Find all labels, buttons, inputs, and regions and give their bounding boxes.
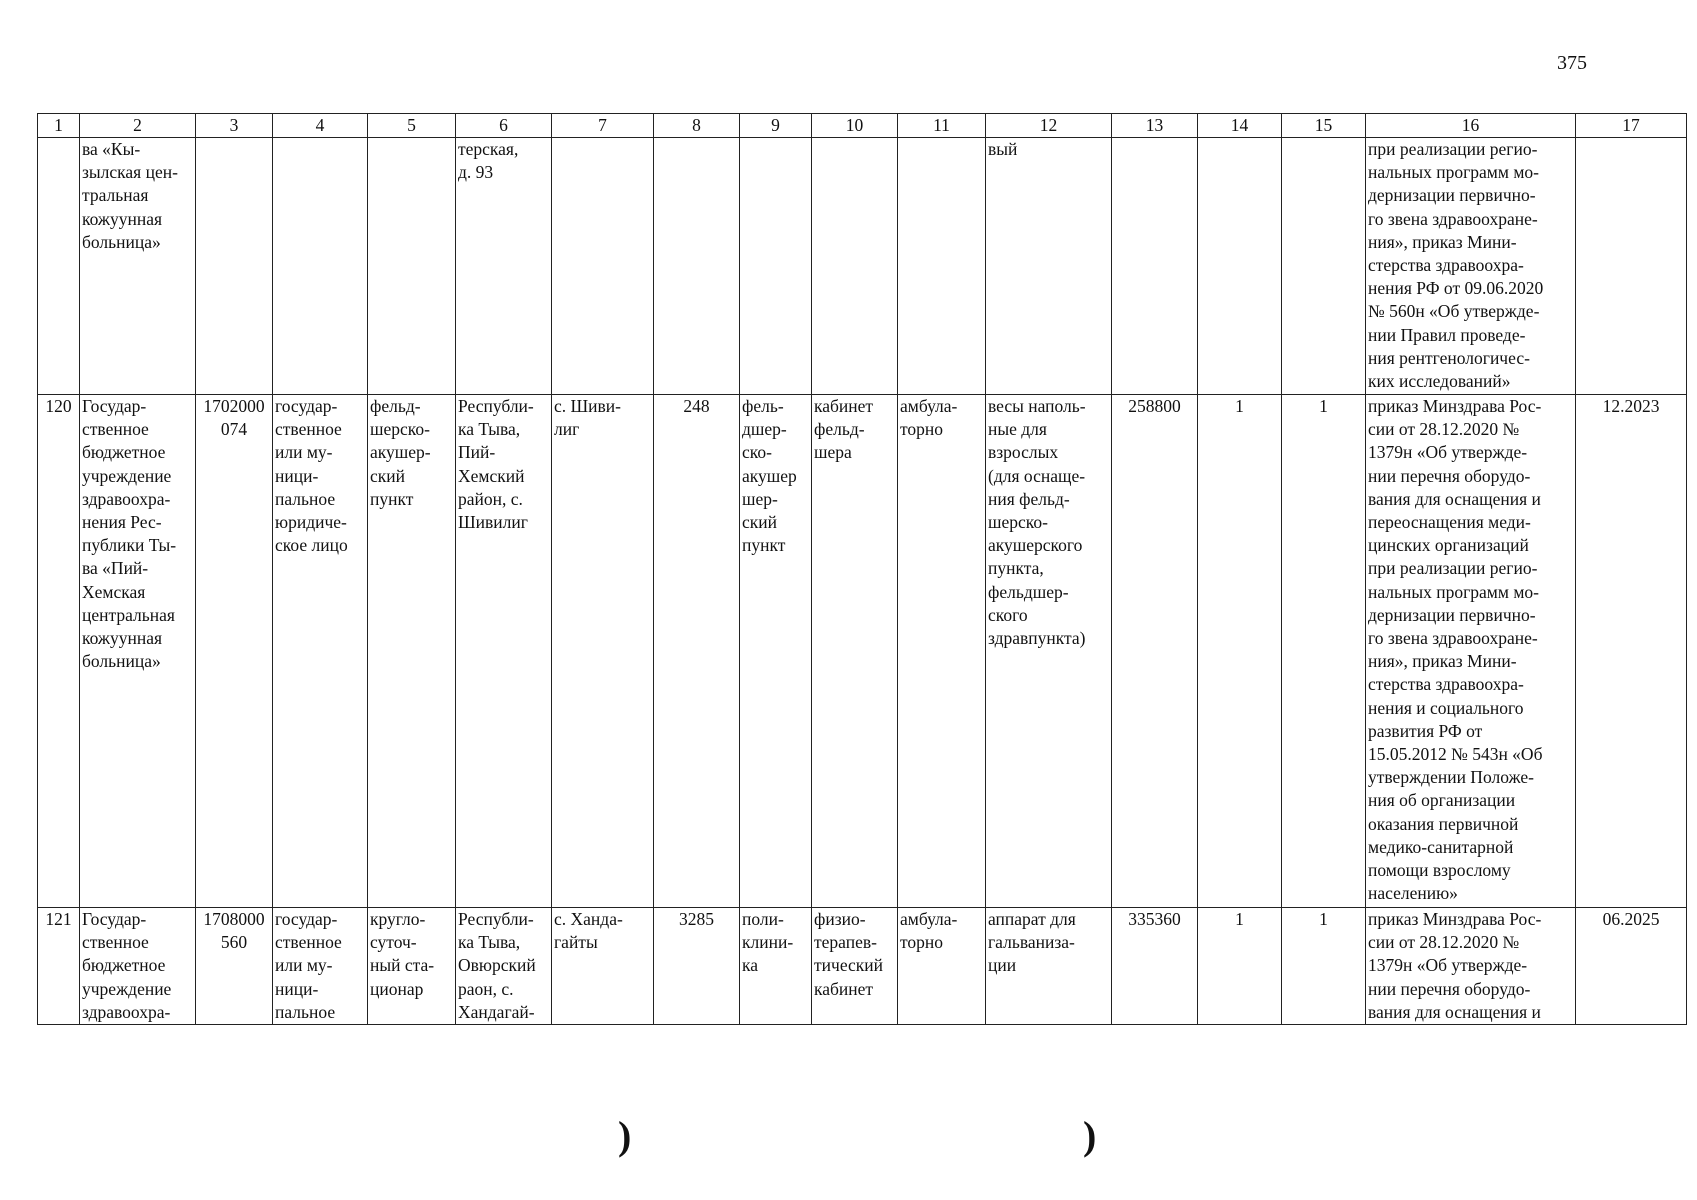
table-cell: 12.2023	[1576, 395, 1687, 908]
table-cell: фельд- шерско- акушер- ский пункт	[368, 395, 456, 908]
table-cell: 1708000 560	[196, 908, 273, 1025]
table-cell: 258800	[1112, 395, 1198, 908]
table-cell: Республи- ка Тыва, Пий- Хемский район, с. Шивилиг	[456, 395, 552, 908]
table-cell	[654, 138, 740, 395]
table-cell	[740, 138, 812, 395]
column-header: 2	[80, 114, 196, 138]
column-header: 1	[38, 114, 80, 138]
table-cell	[552, 138, 654, 395]
page-number: 375	[1557, 52, 1587, 74]
table-cell	[1282, 138, 1366, 395]
table-cell: кабинет фельд- шера	[812, 395, 898, 908]
table-cell: 1	[1198, 395, 1282, 908]
table-cell: Государ- ственное бюджетное учреждение здравоохра- нения Рес- публики Ты- ва «Пий- Хемская центральная кожуунная больница»	[80, 395, 196, 908]
table-cell: 248	[654, 395, 740, 908]
table-cell	[898, 138, 986, 395]
table-cell	[196, 138, 273, 395]
column-header: 12	[986, 114, 1112, 138]
table-cell: 121	[38, 908, 80, 1025]
column-header: 8	[654, 114, 740, 138]
column-header: 4	[273, 114, 368, 138]
table-cell	[273, 138, 368, 395]
table-cell: государ- ственное или му- ници- пальное юридиче- ское лицо	[273, 395, 368, 908]
column-header: 6	[456, 114, 552, 138]
table-cell: приказ Минздрава Рос- сии от 28.12.2020 № 1379н «Об утвержде- нии перечня оборудо- вания для оснащения и переоснащения меди- цинских организаций при реализации регио- нальных программ мо- дернизации первично- го звена здравоохране- ния», приказ Мини- стерства здравоохра- нения и социального развития РФ от 15.05.2012 № 543н «Об утверждении Положе- ния об организации оказания первичной медико-санитарной помощи взрослому населению»	[1366, 395, 1576, 908]
column-header: 13	[1112, 114, 1198, 138]
table-row	[38, 908, 1687, 1025]
table-cell: аппарат для гальваниза- ции	[986, 908, 1112, 1025]
column-header: 7	[552, 114, 654, 138]
table-cell: терская, д. 93	[456, 138, 552, 395]
table-cell	[1112, 138, 1198, 395]
table-cell	[1198, 138, 1282, 395]
column-header: 11	[898, 114, 986, 138]
table-cell	[38, 138, 80, 395]
table-cell: весы наполь- ные для взрослых (для оснаще- ния фельд- шерско- акушерского пункта, фельдшер- ского здравпункта)	[986, 395, 1112, 908]
column-header: 15	[1282, 114, 1366, 138]
table-cell: с. Шиви- лиг	[552, 395, 654, 908]
table-cell: 06.2025	[1576, 908, 1687, 1025]
table-cell: фель- дшер- ско- акушер шер- ский пункт	[740, 395, 812, 908]
table-cell	[812, 138, 898, 395]
table-cell	[368, 138, 456, 395]
table-cell: Республи- ка Тыва, Овюрский раон, с. Хандагай-	[456, 908, 552, 1025]
table-cell: 1	[1198, 908, 1282, 1025]
table-cell: 120	[38, 395, 80, 908]
table-cell: 3285	[654, 908, 740, 1025]
table-cell: государ- ственное или му- ници- пальное	[273, 908, 368, 1025]
margin-mark: )	[618, 1113, 632, 1158]
table-row	[38, 138, 1687, 395]
table-cell: Государ- ственное бюджетное учреждение здравоохра-	[80, 908, 196, 1025]
table-cell	[1576, 138, 1687, 395]
table-cell: 335360	[1112, 908, 1198, 1025]
table-cell: 1	[1282, 395, 1366, 908]
table-cell: с. Ханда- гайты	[552, 908, 654, 1025]
table-cell: поли- клини- ка	[740, 908, 812, 1025]
column-header: 3	[196, 114, 273, 138]
margin-mark: )	[1083, 1113, 1097, 1158]
table-cell: кругло- суточ- ный ста- ционар	[368, 908, 456, 1025]
column-header: 10	[812, 114, 898, 138]
column-header: 16	[1366, 114, 1576, 138]
column-header: 9	[740, 114, 812, 138]
table-cell: физио- терапев- тический кабинет	[812, 908, 898, 1025]
table-cell: приказ Минздрава Рос- сии от 28.12.2020 № 1379н «Об утвержде- нии перечня оборудо- вания для оснащения и	[1366, 908, 1576, 1025]
column-header: 14	[1198, 114, 1282, 138]
column-header: 5	[368, 114, 456, 138]
table-cell: при реализации регио- нальных программ мо- дернизации первично- го звена здравоохране- ния», приказ Мини- стерства здравоохра- нения РФ от 09.06.2020 № 560н «Об утвержде- нии Правил проведе- ния рентгенологичес- ких исследований»	[1366, 138, 1576, 395]
table-cell: ва «Кы- зылская цен- тральная кожуунная больница»	[80, 138, 196, 395]
equipment-table	[37, 113, 1687, 1025]
table-cell: амбула- торно	[898, 395, 986, 908]
table-row	[38, 395, 1687, 908]
table-cell: вый	[986, 138, 1112, 395]
table-cell: 1702000 074	[196, 395, 273, 908]
table-cell: 1	[1282, 908, 1366, 1025]
table-cell: амбула- торно	[898, 908, 986, 1025]
column-header: 17	[1576, 114, 1687, 138]
column-number-row	[38, 114, 1687, 138]
